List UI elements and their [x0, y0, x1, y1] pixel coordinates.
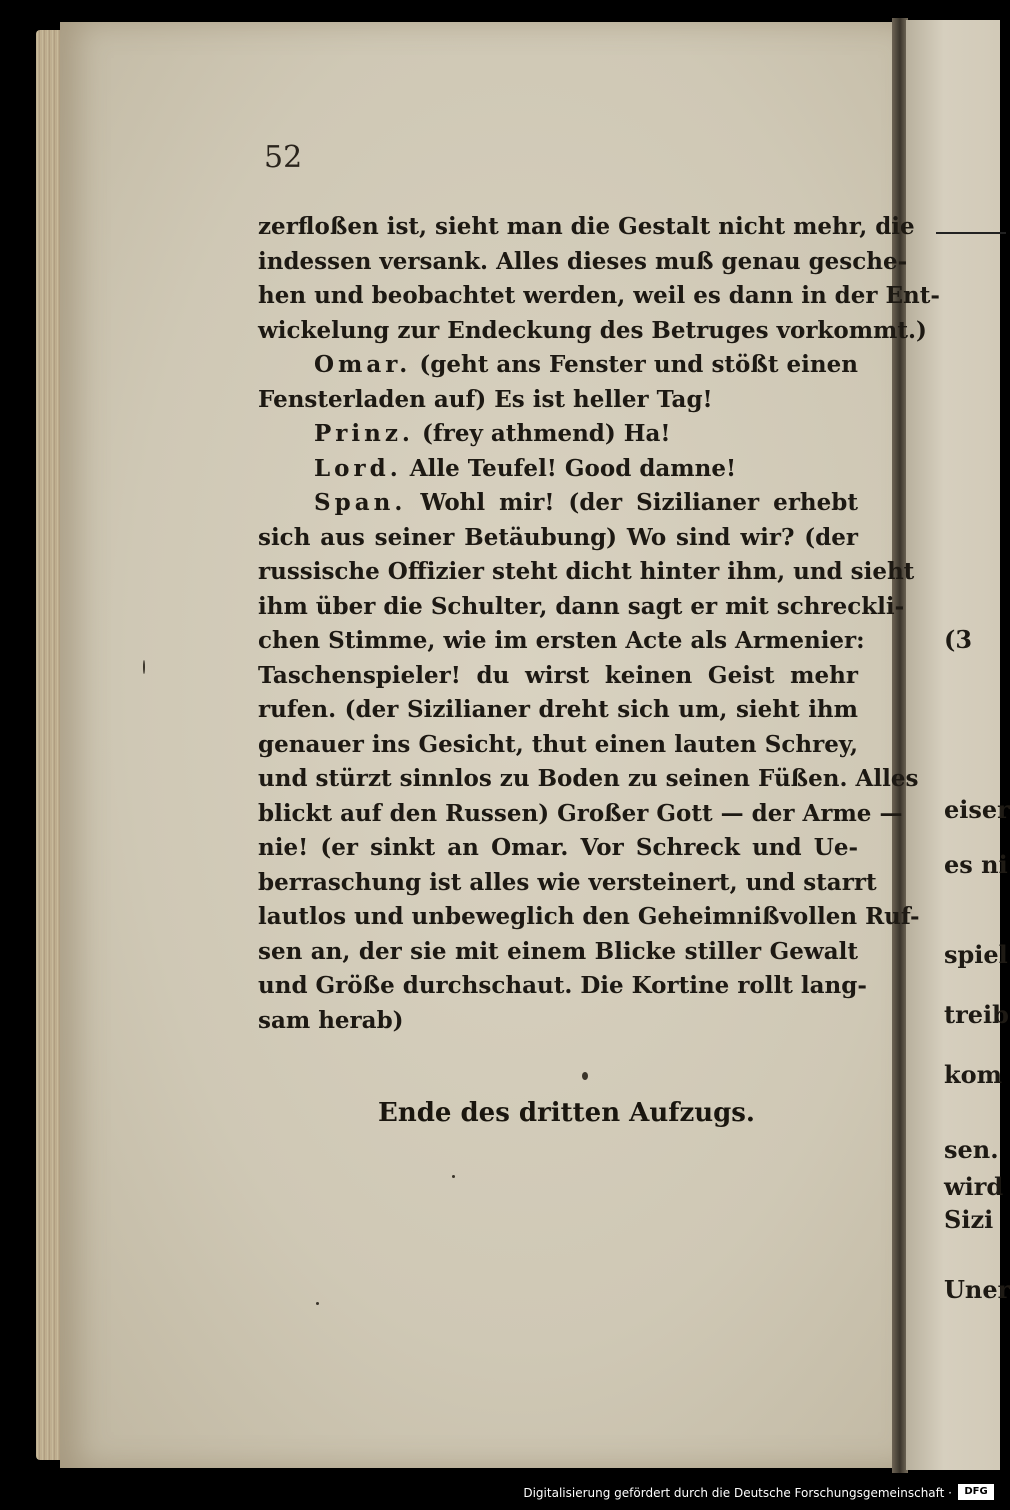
text-line	[258, 693, 858, 728]
next-page-word-fragment: spiel	[944, 940, 1008, 969]
act-end-title: Ende des dritten Aufzugs.	[378, 1098, 755, 1128]
next-page-word-fragment: Uner	[944, 1275, 1010, 1304]
text-line	[258, 728, 858, 763]
text-line	[258, 969, 867, 1004]
text-line	[258, 486, 858, 521]
text-line	[258, 348, 858, 383]
next-page-word-fragment: es ni	[944, 850, 1008, 879]
next-page-word-fragment: sen.	[944, 1135, 999, 1164]
line-text: (geht ans Fenster und stößt einen	[419, 351, 858, 378]
paper-speck	[316, 1302, 319, 1305]
text-line	[258, 383, 858, 418]
line-text: sen an, der sie mit einem Blicke stiller Gewalt	[258, 937, 858, 965]
line-text: lautlos und unbeweglich den Geheimnißvollen Ruf-	[258, 903, 920, 930]
text-line	[258, 866, 877, 901]
speaker-name: Lord.	[314, 454, 402, 482]
text-line	[258, 900, 920, 935]
line-text: Wohl mir! (der Sizilianer erhebt	[420, 489, 858, 516]
speaker-name: Prinz.	[314, 420, 414, 447]
line-text: blickt auf den Russen) Großer Gott — der Arme —	[258, 799, 903, 827]
paper-speck	[143, 660, 145, 674]
speaker-name: Span.	[314, 489, 407, 516]
line-text: russische Offizier steht dicht hinter ihm, und sieht	[258, 558, 915, 585]
text-line	[258, 659, 858, 694]
text-line	[258, 935, 858, 970]
text-line	[258, 1004, 858, 1039]
line-text: Alle Teufel! Good damne!	[409, 454, 737, 482]
dfg-logo: DFG	[958, 1484, 994, 1500]
funding-credit: Digitalisierung gefördert durch die Deutsche Forschungsgemeinschaft ·	[523, 1486, 952, 1500]
line-text: und Größe durchschaut. Die Kortine rollt lang-	[258, 972, 867, 999]
text-line	[258, 417, 858, 452]
line-text: chen Stimme, wie im ersten Acte als Armenier:	[258, 627, 865, 654]
right-page-fragment	[906, 20, 1010, 1470]
speaker-name: Omar.	[314, 351, 412, 378]
line-text: Fensterladen auf) Es ist heller Tag!	[258, 385, 713, 413]
line-text: und stürzt sinnlos zu Boden zu seinen Füßen. Alles	[258, 765, 919, 792]
line-text: hen und beobachtet werden, weil es dann in der Ent-	[258, 282, 940, 309]
next-page-word-fragment: (3	[944, 625, 973, 654]
next-page-word-fragment: treib	[944, 1000, 1009, 1029]
next-page-word-fragment: kom	[944, 1060, 1003, 1089]
text-line	[258, 452, 858, 487]
digitization-footer	[0, 1474, 1000, 1510]
text-line	[258, 762, 919, 797]
line-text: sich aus seiner Betäubung) Wo sind wir? (der	[258, 523, 858, 551]
text-line	[258, 624, 865, 659]
text-line	[258, 245, 908, 280]
paper-speck	[582, 1072, 588, 1080]
line-text: nie! (er sinkt an Omar. Vor Schreck und Ue-	[258, 834, 858, 861]
text-line	[258, 210, 915, 245]
header-rule	[936, 232, 1006, 234]
next-page-word-fragment: wird	[944, 1172, 1004, 1201]
line-text: (frey athmend) Ha!	[421, 420, 671, 447]
text-line	[258, 797, 903, 832]
next-page-word-fragment: Sizi	[944, 1205, 994, 1234]
line-text: Taschenspieler! du wirst keinen Geist mehr	[258, 661, 858, 689]
text-line	[258, 521, 858, 556]
line-text: indessen versank. Alles dieses muß genau gesche-	[258, 247, 908, 275]
text-line	[258, 279, 940, 314]
paper-speck	[452, 1175, 455, 1178]
text-line	[258, 590, 905, 625]
body-text	[258, 210, 940, 1038]
text-line	[258, 555, 915, 590]
line-text: rufen. (der Sizilianer dreht sich um, sieht ihm	[258, 696, 858, 723]
line-text: wickelung zur Endeckung des Betruges vorkommt.)	[258, 316, 927, 344]
line-text: zerfloßen ist, sieht man die Gestalt nicht mehr, die	[258, 213, 915, 240]
line-text: berraschung ist alles wie versteinert, und starrt	[258, 868, 877, 896]
text-line	[258, 831, 858, 866]
line-text: ihm über die Schulter, dann sagt er mit schreckli-	[258, 592, 905, 620]
page-number: 52	[264, 140, 303, 175]
line-text: genauer ins Gesicht, thut einen lauten Schrey,	[258, 730, 858, 758]
line-text: sam herab)	[258, 1006, 404, 1034]
next-page-word-fragment: eiser	[944, 795, 1010, 824]
text-line	[258, 314, 927, 349]
